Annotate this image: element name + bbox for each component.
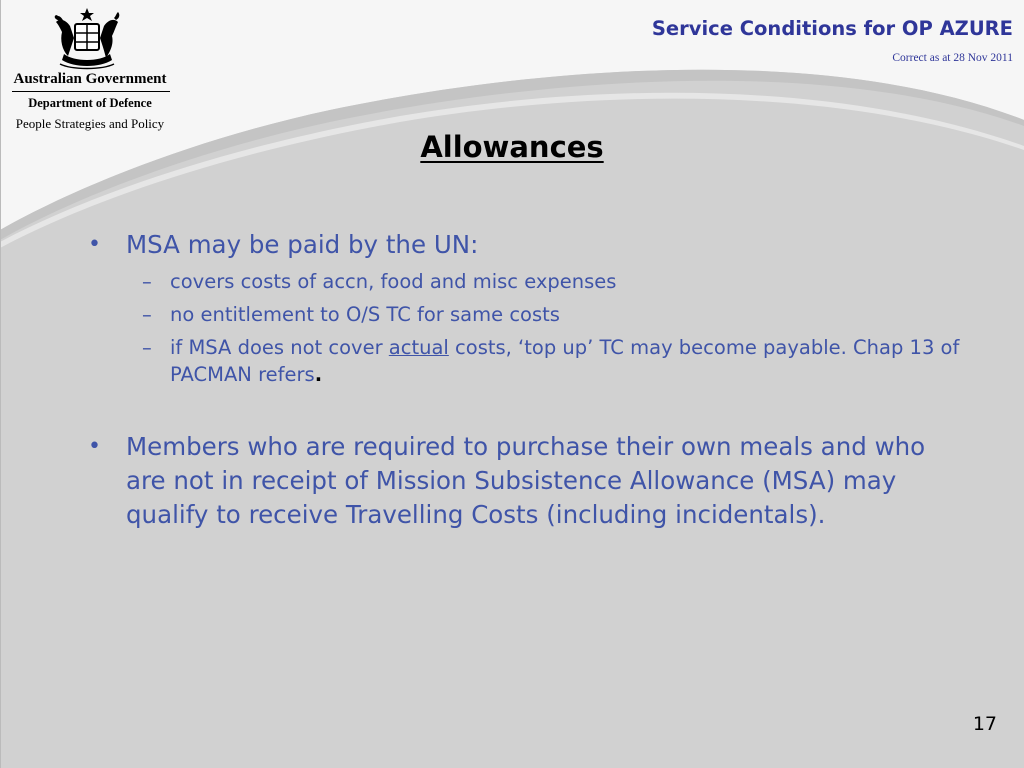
bullet-item [80, 228, 960, 262]
slide-title: Allowances [420, 130, 604, 164]
sub-bullet-item [80, 301, 960, 328]
slide-number: 17 [972, 713, 997, 735]
organisation-divider [12, 91, 170, 92]
division-name: People Strategies and Policy [15, 116, 165, 131]
bullet-spacer [80, 388, 960, 430]
coat-of-arms-icon [46, 6, 128, 70]
dash-icon: – [142, 303, 152, 326]
sub-bullet-text-start: if MSA does not cover [170, 336, 389, 359]
bullet-icon: • [88, 232, 101, 257]
sub-bullet-emphasis: actual [388, 336, 449, 359]
department-name: Department of Defence [28, 96, 152, 110]
bullet-text: MSA may be paid by the UN: [126, 230, 479, 259]
bullet-text: Members who are required to purchase their own meals and who are not in receipt of Mission Subsistence Allowance (MSA) may qualify to receive Travelling Costs (including incidentals). [126, 432, 926, 529]
sub-bullet-item [80, 334, 960, 388]
organisation-name: Australian Government [13, 71, 167, 87]
sub-bullet-text: covers costs of accn, food and misc expenses [170, 270, 617, 293]
sub-bullet-text-end: costs, ‘top up’ TC may become payable. Chap 13 of PACMAN refers [170, 336, 960, 386]
sub-bullet-item [80, 268, 960, 295]
sub-bullet-text: no entitlement to O/S TC for same costs [170, 303, 560, 326]
bullet-icon: • [88, 434, 101, 459]
slide-content [80, 228, 960, 532]
dash-icon: – [142, 270, 152, 293]
bullet-item [80, 430, 960, 532]
dash-icon: – [142, 336, 152, 359]
header-title: Service Conditions for OP AZURE [651, 17, 1013, 40]
sub-bullet-full-stop: . [314, 363, 323, 386]
header-date: Correct as at 28 Nov 2011 [892, 52, 1013, 64]
